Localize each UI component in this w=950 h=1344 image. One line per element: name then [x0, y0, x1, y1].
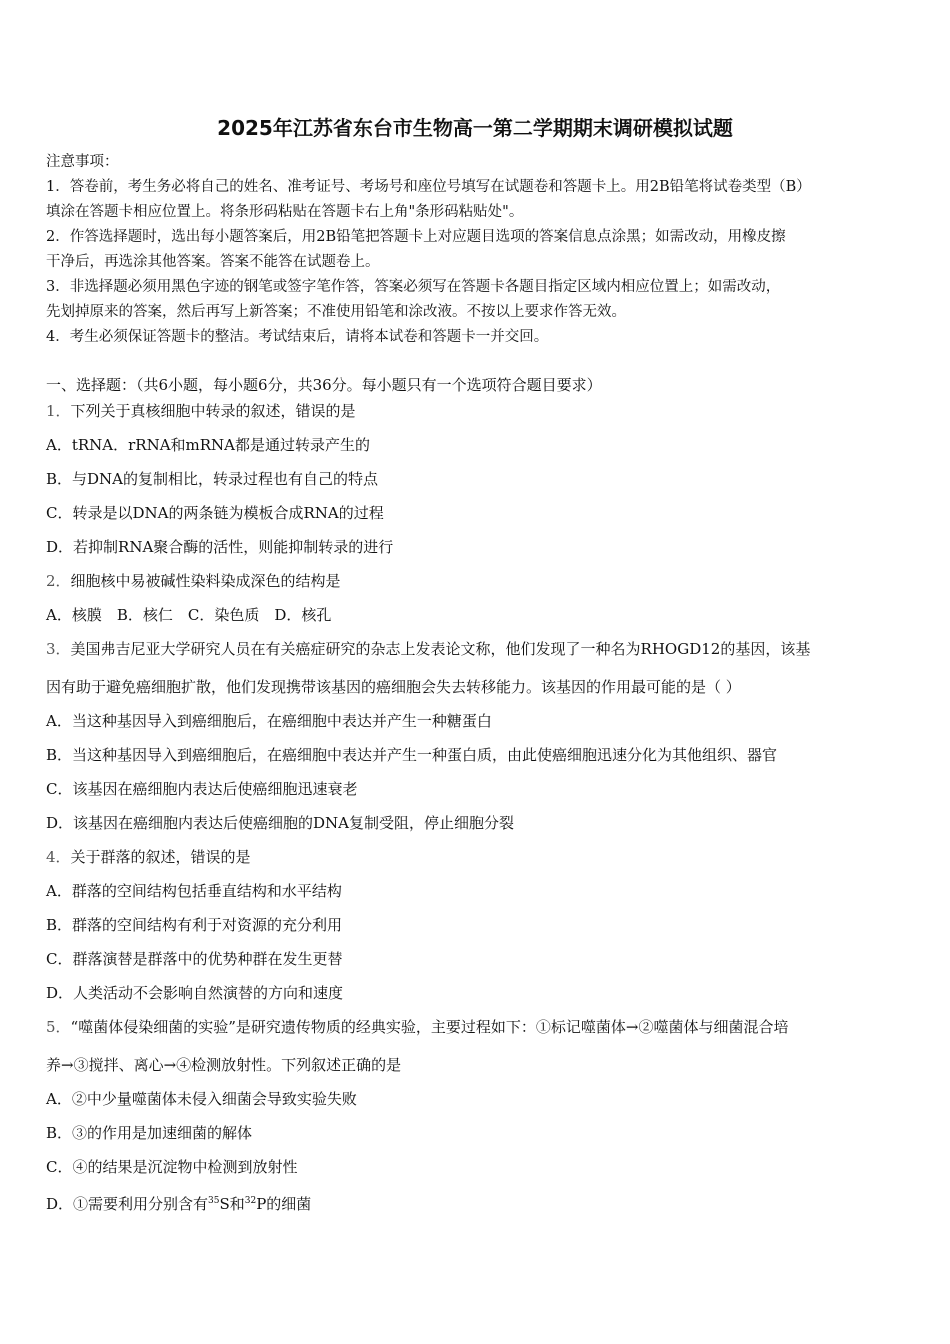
option: C．④的结果是沉淀物中检测到放射性: [46, 1158, 298, 1176]
question-number: 4．: [46, 848, 71, 866]
section-heading: 一、选择题：（共6小题，每小题6分，共36分。每小题只有一个选项符合题目要求）: [46, 376, 602, 394]
stem-continuation: 养→③搅拌、离心→④检测放射性。下列叙述正确的是: [46, 1056, 402, 1074]
option: A．群落的空间结构包括垂直结构和水平结构: [46, 882, 342, 900]
questions-body: [46, 373, 906, 1223]
option: C．该基因在癌细胞内表达后使癌细胞迅速衰老: [46, 780, 358, 798]
question-2-stem: [46, 569, 906, 603]
stem-text: 下列关于真核细胞中转录的叙述，错误的是: [70, 402, 356, 420]
stem-text: “噬菌体侵染细菌的实验”是研究遗传物质的经典实验，主要过程如下：①标记噬菌体→②噬菌体与细菌混合培: [70, 1018, 789, 1036]
option: A．tRNA．rRNA和mRNA都是通过转录产生的: [46, 436, 371, 454]
superscript: 32: [244, 1196, 257, 1206]
option: A．当这种基因导入到癌细胞后，在癌细胞中表达并产生一种糖蛋白: [46, 712, 492, 730]
note-line: 4．考生必须保证答题卡的整洁。考试结束后，请将本试卷和答题卡一并交回。: [46, 329, 549, 345]
option: C．转录是以DNA的两条链为模板合成RNA的过程: [46, 504, 384, 522]
option-d: [46, 1189, 906, 1223]
option: B．群落的空间结构有利于对资源的充分利用: [46, 916, 343, 934]
option: B．与DNA的复制相比，转录过程也有自己的特点: [46, 470, 379, 488]
stem-text: 关于群落的叙述，错误的是: [70, 848, 251, 866]
option: B．当这种基因导入到癌细胞后，在癌细胞中表达并产生一种蛋白质，由此使癌细胞迅速分化为其他组织、器官: [46, 746, 778, 764]
question-5-stem: [46, 1015, 906, 1053]
stem-text: 美国弗吉尼亚大学研究人员在有关癌症研究的杂志上发表论文称，他们发现了一种名为RHOGD12的基因，该基: [70, 640, 811, 658]
note-line: 干净后，再选涂其他答案。答案不能答在试题卷上。: [46, 254, 380, 270]
note-line: 填涂在答题卡相应位置上。将条形码粘贴在答题卡右上角"条形码粘贴处"。: [46, 204, 524, 220]
note-line: 3．非选择题必须用黑色字迹的钢笔或签字笔作答，答案必须写在答题卡各题目指定区域内相应位置上；如需改动，: [46, 279, 781, 295]
question-number: 2．: [46, 572, 71, 590]
stem-continuation: 因有助于避免癌细胞扩散，他们发现携带该基因的癌细胞会失去转移能力。该基因的作用最可能的是（ ）: [46, 678, 741, 696]
question-3-stem: [46, 637, 906, 675]
option: D．该基因在癌细胞内表达后使癌细胞的DNA复制受阻，停止细胞分裂: [46, 814, 515, 832]
option-text: D．①需要利用分别含有: [46, 1195, 209, 1213]
note-line: 先划掉原来的答案，然后再写上新答案；不准使用铅笔和涂改液。不按以上要求作答无效。: [46, 304, 626, 320]
question-number: 5．: [46, 1018, 71, 1036]
stem-text: 细胞核中易被碱性染料染成深色的结构是: [70, 572, 341, 590]
question-number: 3．: [46, 640, 71, 658]
superscript: 35: [208, 1196, 220, 1206]
option: A．②中少量噬菌体未侵入细菌会导致实验失败: [46, 1090, 357, 1108]
option: D．人类活动不会影响自然演替的方向和速度: [46, 984, 344, 1002]
option-text: S和: [219, 1195, 245, 1213]
option: D．若抑制RNA聚合酶的活性，则能抑制转录的进行: [46, 538, 394, 556]
question-4-stem: [46, 845, 906, 879]
option-text: P的细菌: [256, 1195, 312, 1213]
note-line: 1．答卷前，考生务必将自己的姓名、准考证号、考场号和座位号填写在试题卷和答题卡上。用2B铅笔将试卷类型（B）: [46, 179, 811, 195]
option: C．群落演替是群落中的优势种群在发生更替: [46, 950, 343, 968]
option: B．③的作用是加速细菌的解体: [46, 1124, 253, 1142]
page-title: 2025年江苏省东台市生物高一第二学期期末调研模拟试题: [217, 116, 733, 140]
notes-section: [46, 150, 906, 350]
note-line: 2．作答选择题时，选出每小题答案后，用2B铅笔把答题卡上对应题目选项的答案信息点涂黑；如需改动，用橡皮擦: [46, 229, 786, 245]
question-1-stem: [46, 399, 906, 433]
notes-heading: 注意事项：: [46, 154, 119, 170]
option: A．核膜 B．核仁 C．染色质 D．核孔: [46, 606, 332, 624]
question-number: 1．: [46, 402, 71, 420]
